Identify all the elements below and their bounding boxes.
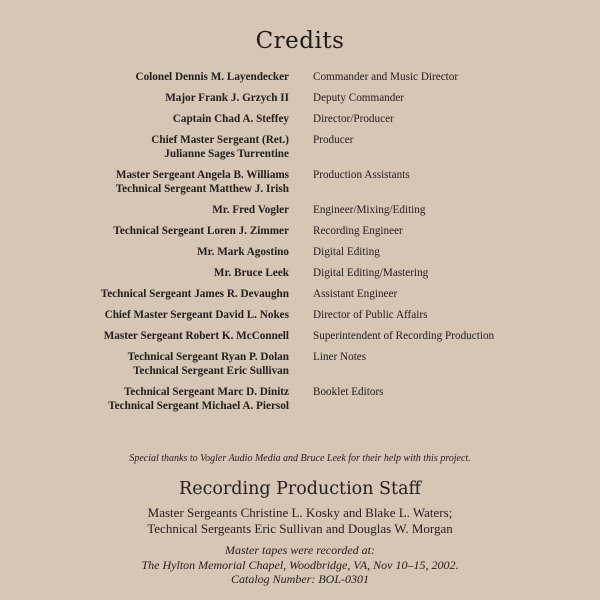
notes-line: Master tapes were recorded at: xyxy=(225,543,375,557)
staff-block xyxy=(0,505,600,537)
credit-role: Engineer/Mixing/Editing xyxy=(313,204,426,216)
credit-role: Assistant Engineer xyxy=(313,288,398,300)
credit-role: Production Assistants xyxy=(313,169,410,181)
credit-name: Colonel Dennis M. Layendecker xyxy=(135,71,289,83)
credit-row xyxy=(0,350,600,378)
catalog-number: Catalog Number: BOL-0301 xyxy=(231,572,369,586)
credit-names xyxy=(0,329,289,343)
credit-role: Recording Engineer xyxy=(313,225,403,237)
credit-names xyxy=(0,112,289,126)
credit-name: Mr. Mark Agostino xyxy=(197,246,289,258)
credit-row xyxy=(0,168,600,196)
credit-name: Technical Sergeant James R. Devaughn xyxy=(100,288,289,300)
credit-name: Mr. Bruce Leek xyxy=(213,267,289,279)
credit-role: Digital Editing xyxy=(313,246,380,258)
special-thanks: Special thanks to Vogler Audio Media and Bruce Leek for their help with this project. xyxy=(129,453,471,464)
credit-names xyxy=(0,385,289,413)
credit-name: Chief Master Sergeant (Ret.) xyxy=(151,134,289,146)
credit-names xyxy=(0,224,289,238)
credit-row xyxy=(0,287,600,301)
credit-name: Major Frank J. Grzych II xyxy=(165,92,289,104)
staff-line: Technical Sergeants Eric Sullivan and Douglas W. Morgan xyxy=(147,521,453,536)
credit-names xyxy=(0,245,289,259)
credit-row xyxy=(0,329,600,343)
credit-role: Digital Editing/Mastering xyxy=(313,267,429,279)
credit-row xyxy=(0,266,600,280)
credit-row xyxy=(0,70,600,84)
credit-name: Master Sergeant Angela B. Williams xyxy=(115,169,289,181)
credit-row xyxy=(0,308,600,322)
credit-name: Technical Sergeant Ryan P. Dolan xyxy=(127,351,289,363)
credit-role: Commander and Music Director xyxy=(313,71,459,83)
credit-row xyxy=(0,112,600,126)
credit-row xyxy=(0,245,600,259)
credit-role: Liner Notes xyxy=(313,351,367,363)
credit-names xyxy=(0,168,289,196)
credit-row xyxy=(0,133,600,161)
credit-name: Captain Chad A. Steffey xyxy=(172,113,289,125)
credit-role: Producer xyxy=(313,134,354,146)
credit-row xyxy=(0,224,600,238)
credit-row xyxy=(0,203,600,217)
credit-name: Technical Sergeant Loren J. Zimmer xyxy=(113,225,289,237)
credit-row xyxy=(0,385,600,413)
credit-names xyxy=(0,287,289,301)
credit-name: Technical Sergeant Michael A. Piersol xyxy=(108,400,289,412)
credit-names xyxy=(0,266,289,280)
credit-names xyxy=(0,91,289,105)
credit-role: Director/Producer xyxy=(313,113,394,125)
credit-role: Superintendent of Recording Production xyxy=(313,330,495,342)
credit-names xyxy=(0,133,289,161)
credit-name: Master Sergeant Robert K. McConnell xyxy=(103,330,289,342)
credit-role: Director of Public Affairs xyxy=(313,309,428,321)
notes-line: The Hylton Memorial Chapel, Woodbridge, VA, Nov 10–15, 2002. xyxy=(141,557,459,572)
credit-name: Technical Sergeant Matthew J. Irish xyxy=(115,183,289,195)
credit-row xyxy=(0,91,600,105)
credit-names xyxy=(0,350,289,378)
staff-line: Master Sergeants Christine L. Kosky and Blake L. Waters; xyxy=(147,505,453,520)
recording-notes xyxy=(0,543,600,587)
page-title: Credits xyxy=(255,28,345,54)
credit-names xyxy=(0,308,289,322)
credit-name: Chief Master Sergeant David L. Nokes xyxy=(104,309,289,321)
credit-name: Technical Sergeant Marc D. Dinitz xyxy=(124,386,289,398)
credit-names xyxy=(0,70,289,84)
credit-names xyxy=(0,203,289,217)
credit-role: Booklet Editors xyxy=(313,386,384,398)
credit-role: Deputy Commander xyxy=(313,92,405,104)
credit-name: Julianne Sages Turrentine xyxy=(164,148,289,160)
credit-name: Mr. Fred Vogler xyxy=(212,204,289,216)
credits-list xyxy=(0,70,600,420)
staff-title: Recording Production Staff xyxy=(179,479,421,499)
credit-name: Technical Sergeant Eric Sullivan xyxy=(133,365,289,377)
